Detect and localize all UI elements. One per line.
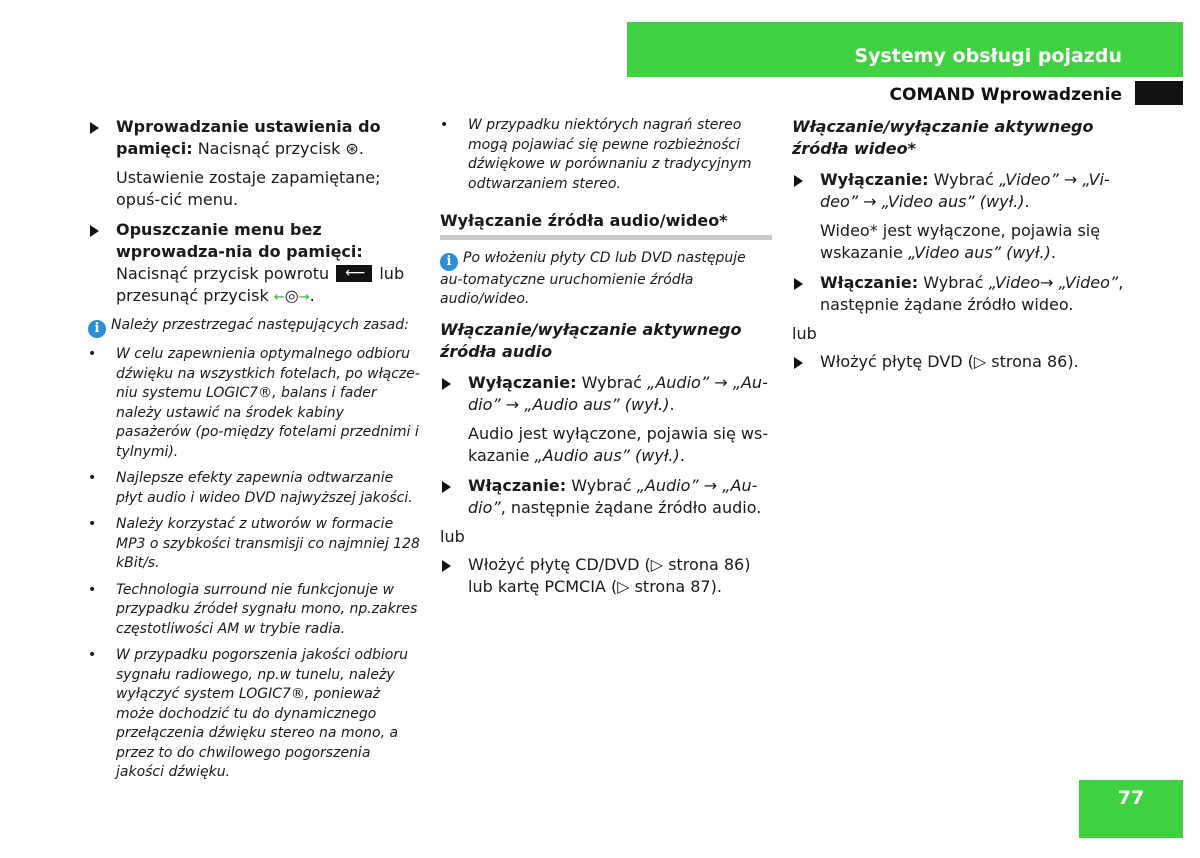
list-item: • W przypadku pogorszenia jakości odbioru sygnału radiowego, np.w tunelu, należy wyłączyć system LOGIC7®, ponieważ może dochodzić tu do dynamicznego przełączenia dźwięku stereo na mono, a przez to do chwilowego pogorszenia jakości dźwięku. bbox=[88, 646, 420, 783]
step-exit-without-save: Opuszczanie menu bez wprowadza-nia do pamięci: Nacisnąć przycisk powrotu ⟵ lub przesunąć przycisk ←◎→. bbox=[88, 219, 420, 309]
page-number: 77 bbox=[1117, 787, 1145, 809]
header-marker-block bbox=[1135, 81, 1183, 105]
list-item: • W przypadku niektórych nagrań stereo mogą pojawiać się pewne rozbieżności dźwiękowe w porównaniu z tradycyjnym odtwarzaniem stereo. bbox=[440, 116, 772, 194]
page-number-box bbox=[1079, 780, 1183, 838]
step-video-on: Włączanie: Wybrać „Video→ „Video”, następnie żądane źródło wideo. bbox=[792, 272, 1128, 316]
column-3 bbox=[792, 116, 1128, 380]
arrow-right-icon: → bbox=[298, 290, 310, 305]
subheading-audio: Włączanie/wyłączanie aktywnego źródła audio bbox=[440, 320, 742, 361]
step-save-settings: Wprowadzanie ustawienia do pamięci: Nacisnąć przycisk ⊛. bbox=[88, 116, 420, 160]
or-text: lub bbox=[440, 527, 465, 546]
page-section-title: Systemy obsługi pojazdu bbox=[854, 45, 1122, 67]
info-note: i Należy przestrzegać następujących zasad: bbox=[88, 316, 420, 338]
page-subtitle: COMAND Wprowadzenie bbox=[889, 85, 1122, 105]
column-1 bbox=[88, 116, 420, 790]
step-audio-off: Wyłączanie: Wybrać „Audio” → „Au-dio” → „Audio aus” (wył.). bbox=[440, 372, 772, 416]
step-audio-off-result: Audio jest wyłączone, pojawia się ws-kazanie „Audio aus” (wył.). bbox=[468, 424, 769, 465]
arrow-left-icon: ← bbox=[273, 290, 285, 305]
list-item: • Najlepsze efekty zapewnia odtwarzanie płyt audio i wideo DVD najwyższej jakości. bbox=[88, 469, 420, 508]
step-video-off: Wyłączanie: Wybrać „Video” → „Vi-deo” → „Video aus” (wył.). bbox=[792, 169, 1128, 213]
confirm-button-icon: ⊛ bbox=[345, 139, 359, 158]
step-video-off-result: Wideo* jest wyłączone, pojawia się wskazanie „Video aus” (wył.). bbox=[820, 221, 1101, 262]
section-heading: Wyłączanie źródła audio/wideo* bbox=[440, 211, 728, 230]
list-item: • W celu zapewnienia optymalnego odbioru dźwięku na wszystkich fotelach, po włącze-niu systemu LOGIC7®, balans i fader należy ustawić na środek kabiny pasażerów (po-między fotelami przednimi i tylnymi). bbox=[88, 345, 420, 462]
section-rule bbox=[440, 235, 772, 240]
info-icon: i bbox=[440, 253, 458, 271]
step-insert-media: Włożyć płytę CD/DVD (▷ strona 86) lub kartę PCMCIA (▷ strona 87). bbox=[440, 554, 772, 598]
info-note: i Po włożeniu płyty CD lub DVD następuje au-tomatyczne uruchomienie źródła audio/wideo. bbox=[440, 250, 746, 307]
subheading-video: Włączanie/wyłączanie aktywnego źródła wideo* bbox=[792, 117, 1094, 158]
info-icon: i bbox=[88, 320, 106, 338]
column-2 bbox=[440, 116, 772, 605]
step-insert-dvd: Włożyć płytę DVD (▷ strona 86). bbox=[792, 351, 1128, 373]
list-item: • Należy korzystać z utworów w formacie MP3 o szybkości transmisji co najmniej 128 kBit/s. bbox=[88, 515, 420, 574]
step-audio-on: Włączanie: Wybrać „Audio” → „Au-dio”, następnie żądane źródło audio. bbox=[440, 475, 772, 519]
step-save-result: Ustawienie zostaje zapamiętane; opuś-cić menu. bbox=[116, 168, 381, 209]
list-item: • Technologia surround nie funkcjonuje w przypadku źródeł sygnału mono, np.zakres częstotliwości AM w trybie radia. bbox=[88, 581, 420, 640]
or-text: lub bbox=[792, 324, 817, 343]
back-button-icon bbox=[336, 265, 372, 282]
controller-icon: ◎ bbox=[284, 286, 299, 305]
